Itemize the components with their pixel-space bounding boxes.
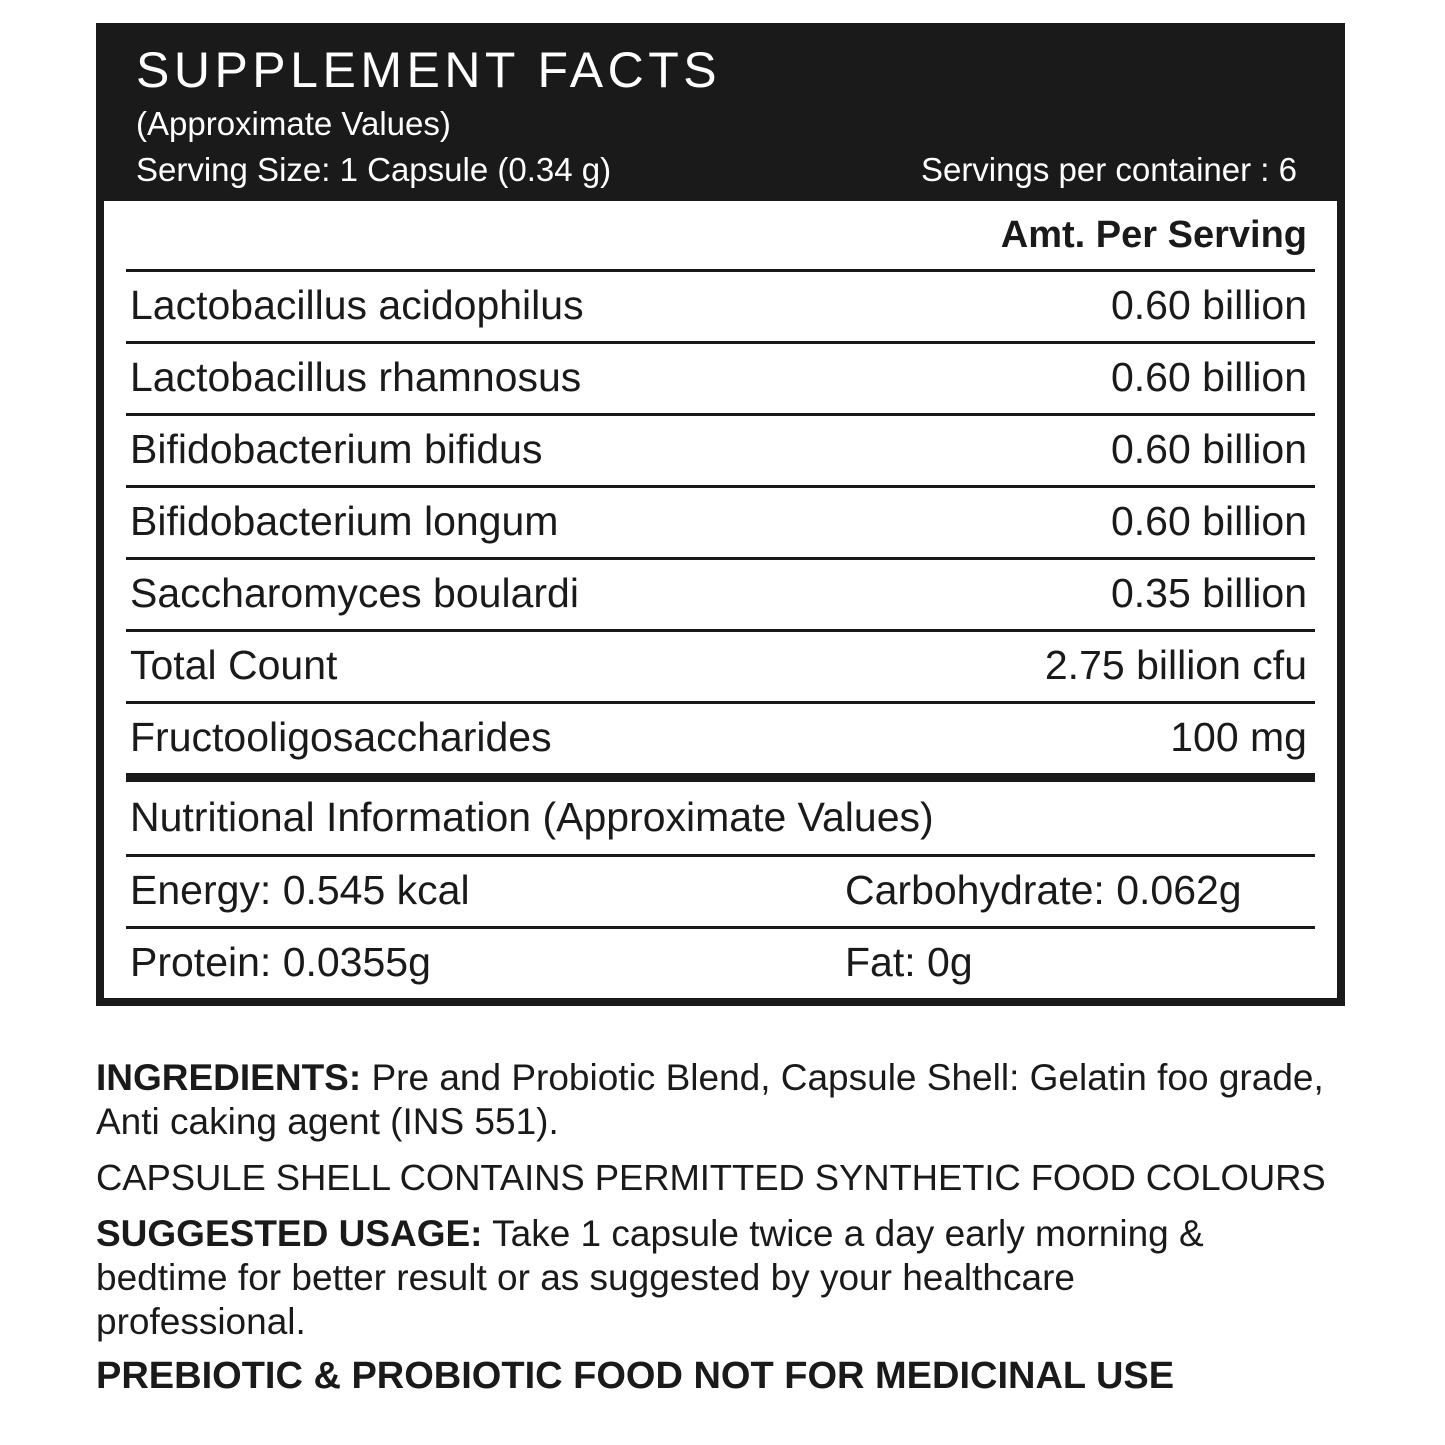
table-row xyxy=(126,632,1315,701)
ingredient-amount: 0.60 billion xyxy=(1110,498,1307,545)
ingredient-name: Total Count xyxy=(130,642,338,689)
ingredient-amount: 0.60 billion xyxy=(1110,282,1307,329)
suggested-usage-label: SUGGESTED USAGE: xyxy=(96,1213,483,1255)
ingredients-label: INGREDIENTS: xyxy=(96,1057,362,1098)
table-row xyxy=(126,560,1315,629)
serving-info-row xyxy=(136,149,1345,191)
table-row xyxy=(126,344,1315,413)
table-row xyxy=(126,857,1315,926)
panel-header-band xyxy=(96,23,1345,201)
ingredient-name: Saccharomyces boulardi xyxy=(130,570,579,617)
ingredient-amount: 0.35 billion xyxy=(1110,570,1307,617)
suggested-usage-paragraph xyxy=(96,1199,1246,1343)
nutritional-information-title: Nutritional Information (Approximate Values) xyxy=(130,794,934,841)
section-divider xyxy=(126,773,1315,782)
panel-body xyxy=(104,201,1337,998)
ingredient-name: Lactobacillus rhamnosus xyxy=(130,354,582,401)
table-row xyxy=(126,272,1315,341)
ingredient-name: Bifidobacterium bifidus xyxy=(130,426,543,473)
prebiotic-probiotic-disclaimer: PREBIOTIC & PROBIOTIC FOOD NOT FOR MEDICINAL USE xyxy=(96,1355,1175,1398)
footer-text-block xyxy=(96,1052,1366,1398)
approximate-values-note: (Approximate Values) xyxy=(136,105,451,142)
table-row xyxy=(126,704,1315,773)
ingredient-amount: 2.75 billion cfu xyxy=(1044,642,1307,689)
serving-size-text: Serving Size: 1 Capsule (0.34 g) xyxy=(136,151,612,189)
ingredient-name: Bifidobacterium longum xyxy=(130,498,559,545)
servings-per-container-text: Servings per container : 6 xyxy=(920,151,1297,189)
ingredient-name: Lactobacillus acidophilus xyxy=(130,282,584,329)
ingredient-amount: 0.60 billion xyxy=(1110,354,1307,401)
table-row xyxy=(126,488,1315,557)
supplement-facts-panel xyxy=(96,23,1345,1006)
ingredients-text: Pre and Probiotic Blend, Capsule Shell: Gelatin foo grade, Anti caking agent (INS 551). xyxy=(96,1057,1324,1142)
amount-per-serving-header: Amt. Per Serving xyxy=(1000,214,1307,257)
table-row xyxy=(126,416,1315,485)
suggested-usage-text: Take 1 capsule twice a day early morning & bedtime for better result or as suggested by your healthcare professional. xyxy=(96,1213,1204,1342)
table-row xyxy=(126,929,1315,998)
nutrition-fat: Fat: 0g xyxy=(845,939,973,986)
nutrition-energy: Energy: 0.545 kcal xyxy=(130,867,470,914)
ingredient-name: Fructooligosaccharides xyxy=(130,714,552,761)
nutrition-protein: Protein: 0.0355g xyxy=(130,939,431,986)
page-title: SUPPLEMENT FACTS xyxy=(136,42,722,98)
nutrition-carbohydrate: Carbohydrate: 0.062g xyxy=(845,867,1242,914)
capsule-shell-note: CAPSULE SHELL CONTAINS PERMITTED SYNTHETIC FOOD COLOURS xyxy=(96,1157,1326,1199)
ingredients-paragraph xyxy=(96,1052,1366,1143)
ingredient-amount: 0.60 billion xyxy=(1110,426,1307,473)
ingredient-amount: 100 mg xyxy=(1170,714,1307,761)
